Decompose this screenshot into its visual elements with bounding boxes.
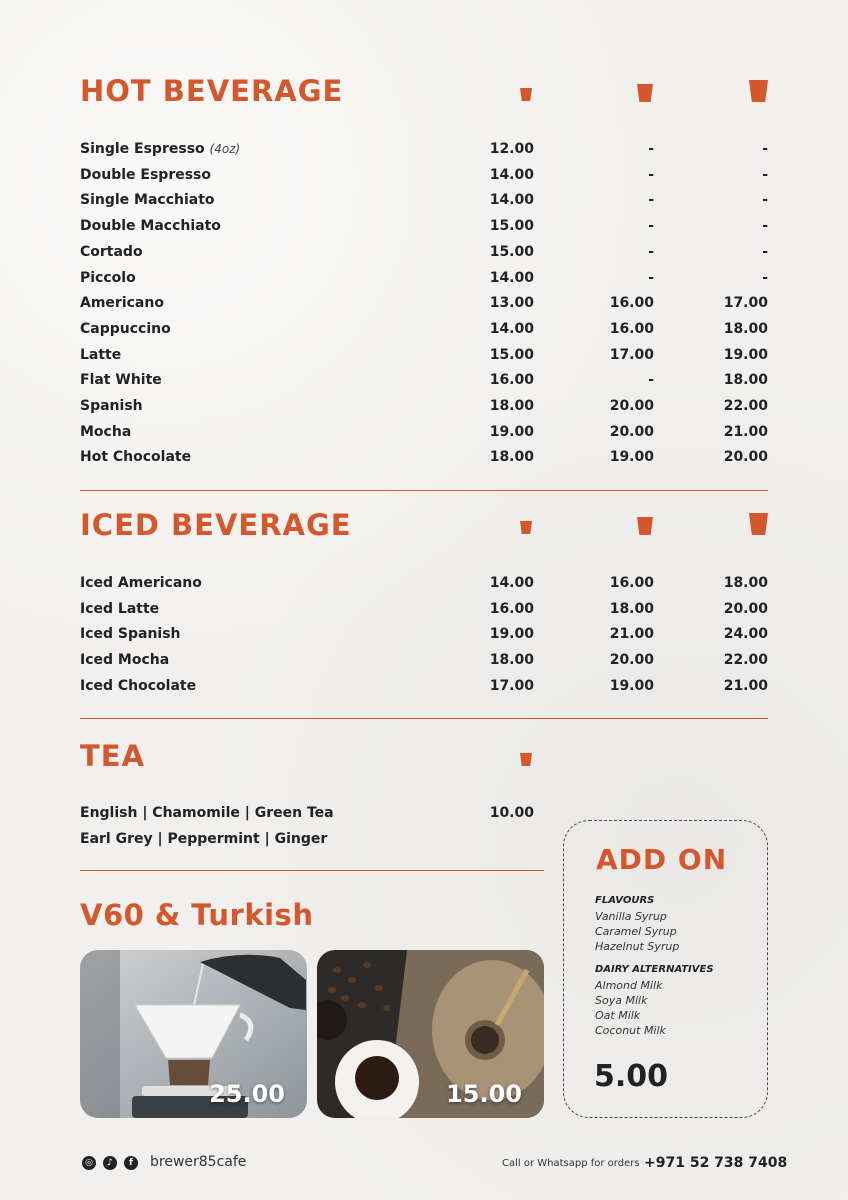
menu-row [80, 321, 768, 345]
price-p1: 19.00 [489, 626, 534, 643]
instagram-icon[interactable]: ◎ [82, 1156, 96, 1170]
item-name [80, 652, 169, 668]
item-name [80, 270, 136, 286]
price-p1: 14.00 [489, 166, 534, 183]
iced-beverage-title: ICED BEVERAGE [80, 508, 352, 542]
price-p2: 19.00 [609, 449, 654, 466]
price-p3: - [762, 269, 768, 286]
v60-photo [80, 950, 307, 1118]
price-p1: 16.00 [489, 600, 534, 617]
small-cup-icon [520, 521, 532, 534]
price-p3: 21.00 [723, 423, 768, 440]
v60-turkish-title: V60 & Turkish [80, 898, 314, 932]
menu-row [80, 167, 768, 191]
menu-row [80, 372, 768, 396]
item-name [80, 575, 202, 591]
item-name-text: Iced Spanish [80, 626, 181, 643]
price-p1: 14.00 [489, 320, 534, 337]
item-name-text: Iced Chocolate [80, 677, 197, 694]
item-name-text: Double Macchiato [80, 218, 221, 235]
large-cup-icon [749, 80, 768, 102]
order-text: Call or Whatsapp for orders [502, 1158, 640, 1169]
item-name-text: Americano [80, 295, 164, 312]
item-name [80, 321, 171, 337]
item-name [80, 678, 196, 694]
phone-number[interactable]: +971 52 738 7408 [644, 1155, 788, 1171]
item-name [80, 167, 211, 183]
item-name [80, 398, 143, 414]
menu-row [80, 626, 768, 650]
item-name [80, 372, 162, 388]
medium-cup-icon [637, 84, 653, 102]
price-p2: - [648, 218, 654, 235]
item-name-text: Flat White [80, 372, 162, 389]
turkish-photo [317, 950, 544, 1118]
price-p1: 19.00 [489, 423, 534, 440]
menu-row [80, 398, 768, 422]
tea-varieties-1: English | Chamomile | Green Tea [80, 805, 334, 821]
item-name-text: Iced Mocha [80, 652, 170, 669]
medium-cup-icon [637, 517, 653, 535]
item-name [80, 449, 191, 465]
price-p1: 12.00 [489, 141, 534, 157]
item-name-text: Cortado [80, 243, 143, 260]
menu-row [80, 449, 768, 473]
item-name-text: Latte [80, 346, 122, 363]
price-p3: 24.00 [723, 626, 768, 643]
price-p2: - [648, 166, 654, 183]
item-name-text: Single Espresso [80, 141, 205, 157]
item-name-text: Spanish [80, 398, 143, 414]
facebook-icon[interactable]: f [124, 1156, 138, 1170]
large-cup-icon [749, 513, 768, 535]
add-on-price: 5.00 [594, 1059, 669, 1094]
item-name [80, 218, 221, 234]
price-p1: 14.00 [489, 575, 534, 591]
divider [80, 870, 544, 871]
turkish-price: 15.00 [446, 1080, 522, 1108]
price-p3: 18.00 [723, 372, 768, 389]
price-p3: 21.00 [723, 677, 768, 694]
price-p2: - [648, 372, 654, 389]
menu-row [80, 192, 768, 216]
menu-row [80, 424, 768, 448]
v60-price: 25.00 [209, 1080, 285, 1108]
flavours-heading: FLAVOURS [595, 895, 655, 906]
item-note: (4oz) [209, 142, 241, 156]
price-p1: 18.00 [489, 398, 534, 414]
menu-row [80, 678, 768, 702]
price-p3: 20.00 [723, 449, 768, 466]
price-p2: 20.00 [609, 423, 654, 440]
item-name-text: Cappuccino [80, 320, 171, 337]
tea-title: TEA [80, 739, 146, 773]
price-p2: - [648, 141, 654, 157]
item-name-text: Double Espresso [80, 166, 211, 183]
price-p3: 22.00 [723, 398, 768, 414]
flavour-item: Vanilla Syrup [595, 910, 667, 923]
tea-varieties-2: Earl Grey | Peppermint | Ginger [80, 831, 328, 847]
price-p3: 17.00 [723, 295, 768, 312]
menu-row [80, 601, 768, 625]
item-name-text: Single Macchiato [80, 192, 215, 209]
item-name-text: Piccolo [80, 269, 136, 286]
item-name [80, 295, 164, 311]
price-p1: 15.00 [489, 218, 534, 235]
item-name-text: Mocha [80, 423, 132, 440]
price-p2: 21.00 [609, 626, 654, 643]
item-name [80, 626, 181, 642]
item-name [80, 347, 121, 363]
price-p1: 14.00 [489, 192, 534, 209]
dairy-item: Soya Milk [595, 994, 648, 1007]
price-p3: 22.00 [723, 652, 768, 669]
tea-price: 10.00 [489, 805, 534, 821]
price-p2: - [648, 269, 654, 286]
price-p3: 18.00 [723, 320, 768, 337]
menu-row [80, 652, 768, 676]
menu-row [80, 218, 768, 242]
price-p3: 18.00 [723, 575, 768, 591]
item-name [80, 192, 215, 208]
item-name-text: Iced Americano [80, 575, 202, 591]
price-p1: 17.00 [489, 677, 534, 694]
divider [80, 718, 768, 719]
flavour-item: Hazelnut Syrup [595, 940, 680, 953]
menu-row [80, 141, 768, 165]
price-p3: - [762, 218, 768, 235]
menu-row [80, 244, 768, 268]
flavour-item: Caramel Syrup [595, 925, 677, 938]
item-name [80, 141, 240, 157]
add-on-title: ADD ON [596, 843, 728, 876]
dairy-item: Oat Milk [595, 1009, 641, 1022]
price-p2: 17.00 [609, 346, 654, 363]
price-p3: 20.00 [723, 600, 768, 617]
menu-row [80, 575, 768, 599]
add-on-box [563, 820, 768, 1118]
price-p3: - [762, 243, 768, 260]
price-p2: - [648, 192, 654, 209]
dairy-item: Almond Milk [595, 979, 663, 992]
item-name-text: Iced Latte [80, 600, 160, 617]
dairy-item: Coconut Milk [595, 1024, 666, 1037]
price-p1: 18.00 [489, 652, 534, 669]
price-p1: 16.00 [489, 372, 534, 389]
dairy-heading: DAIRY ALTERNATIVES [595, 964, 714, 975]
price-p1: 14.00 [489, 269, 534, 286]
price-p3: 19.00 [723, 346, 768, 363]
menu-row [80, 270, 768, 294]
price-p2: 16.00 [609, 575, 654, 591]
price-p3: - [762, 166, 768, 183]
price-p2: 16.00 [609, 295, 654, 312]
social-handle[interactable]: brewer85cafe [150, 1154, 247, 1170]
price-p3: - [762, 192, 768, 209]
price-p2: 20.00 [609, 652, 654, 669]
price-p1: 15.00 [489, 346, 534, 363]
price-p2: 18.00 [609, 600, 654, 617]
menu-row [80, 347, 768, 371]
tiktok-icon[interactable]: ♪ [103, 1156, 117, 1170]
menu-row [80, 295, 768, 319]
price-p2: 20.00 [609, 398, 654, 414]
price-p1: 15.00 [489, 243, 534, 260]
price-p3: - [762, 141, 768, 157]
item-name [80, 424, 131, 440]
price-p1: 18.00 [489, 449, 534, 466]
small-cup-icon [520, 753, 532, 766]
divider [80, 490, 768, 491]
item-name [80, 244, 143, 260]
price-p2: 19.00 [609, 677, 654, 694]
price-p2: - [648, 243, 654, 260]
item-name-text: Hot Chocolate [80, 449, 192, 466]
price-p1: 13.00 [489, 295, 534, 312]
price-p2: 16.00 [609, 320, 654, 337]
hot-beverage-title: HOT BEVERAGE [80, 74, 344, 108]
small-cup-icon [520, 88, 532, 101]
item-name [80, 601, 159, 617]
